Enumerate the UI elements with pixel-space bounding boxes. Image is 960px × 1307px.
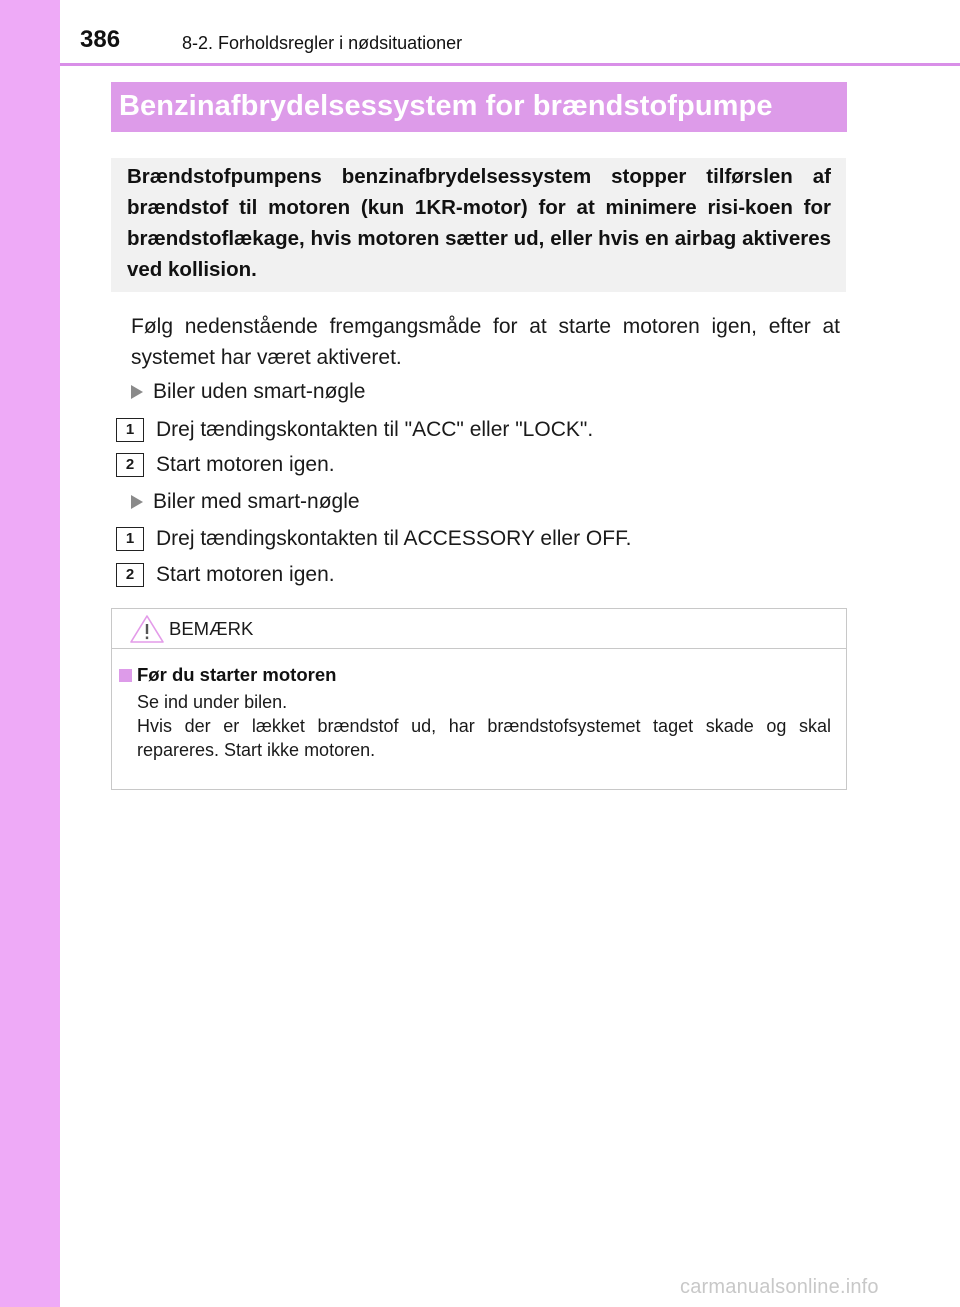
section-heading: 8-2. Forholdsregler i nødsituationer [182,33,463,53]
step-text: Drej tændingskontakten til "ACC" eller "LOCK". [156,418,594,441]
watermark: carmanualsonline.info [680,1276,879,1298]
step-number-badge: 2 [116,453,144,477]
notice-box [111,608,847,790]
notice-subheading [119,664,831,686]
step-item [116,417,593,443]
square-bullet-icon [119,669,132,682]
step-item [116,526,631,552]
step-number-badge: 1 [116,418,144,442]
notice-label: BEMÆRK [169,617,254,639]
notice-text [137,690,831,762]
triangle-bullet-icon [131,495,143,509]
page-number: 386 [80,26,121,53]
side-color-strip [0,0,60,1307]
lead-paragraph: Følg nedenstående fremgangsmåde for at starte motoren igen, efter at systemet har været aktiveret. [131,315,840,369]
step-number-badge: 1 [116,527,144,551]
page-title: Benzinafbrydelsessystem for brændstofpumpe [119,90,773,122]
notice-header [112,609,846,649]
group-heading-with-smart-key [131,489,360,515]
page-title-bar [111,82,847,132]
triangle-bullet-icon [131,385,143,399]
intro-box [111,158,846,292]
step-item [116,452,335,478]
step-number-badge: 2 [116,563,144,587]
warning-triangle-icon [129,614,165,644]
notice-body [112,649,846,762]
step-text: Drej tændingskontakten til ACCESSORY eller OFF. [156,527,632,550]
group-heading-without-smart-key [131,379,365,405]
notice-line: Hvis der er lækket brændstof ud, har brændstofsystemet taget skade og skal repareres. Start ikke motoren. [137,716,831,760]
step-item [116,562,335,588]
header-divider [60,63,960,66]
group-heading-text: Biler med smart-nøgle [153,490,360,513]
notice-line: Se ind under bilen. [137,692,288,712]
group-heading-text: Biler uden smart-nøgle [153,380,366,403]
step-text: Start motoren igen. [156,563,335,586]
intro-paragraph: Brændstofpumpens benzinafbrydelsessystem stopper tilførslen af brændstof til motoren (kun 1KR-motor) for at minimere risi-koen for brændstoflækage, hvis motoren sætter ud, eller hvis en airbag aktiveres ved kollision. [127,165,831,281]
step-text: Start motoren igen. [156,453,335,476]
notice-subheading-text: Før du starter motoren [137,664,337,685]
